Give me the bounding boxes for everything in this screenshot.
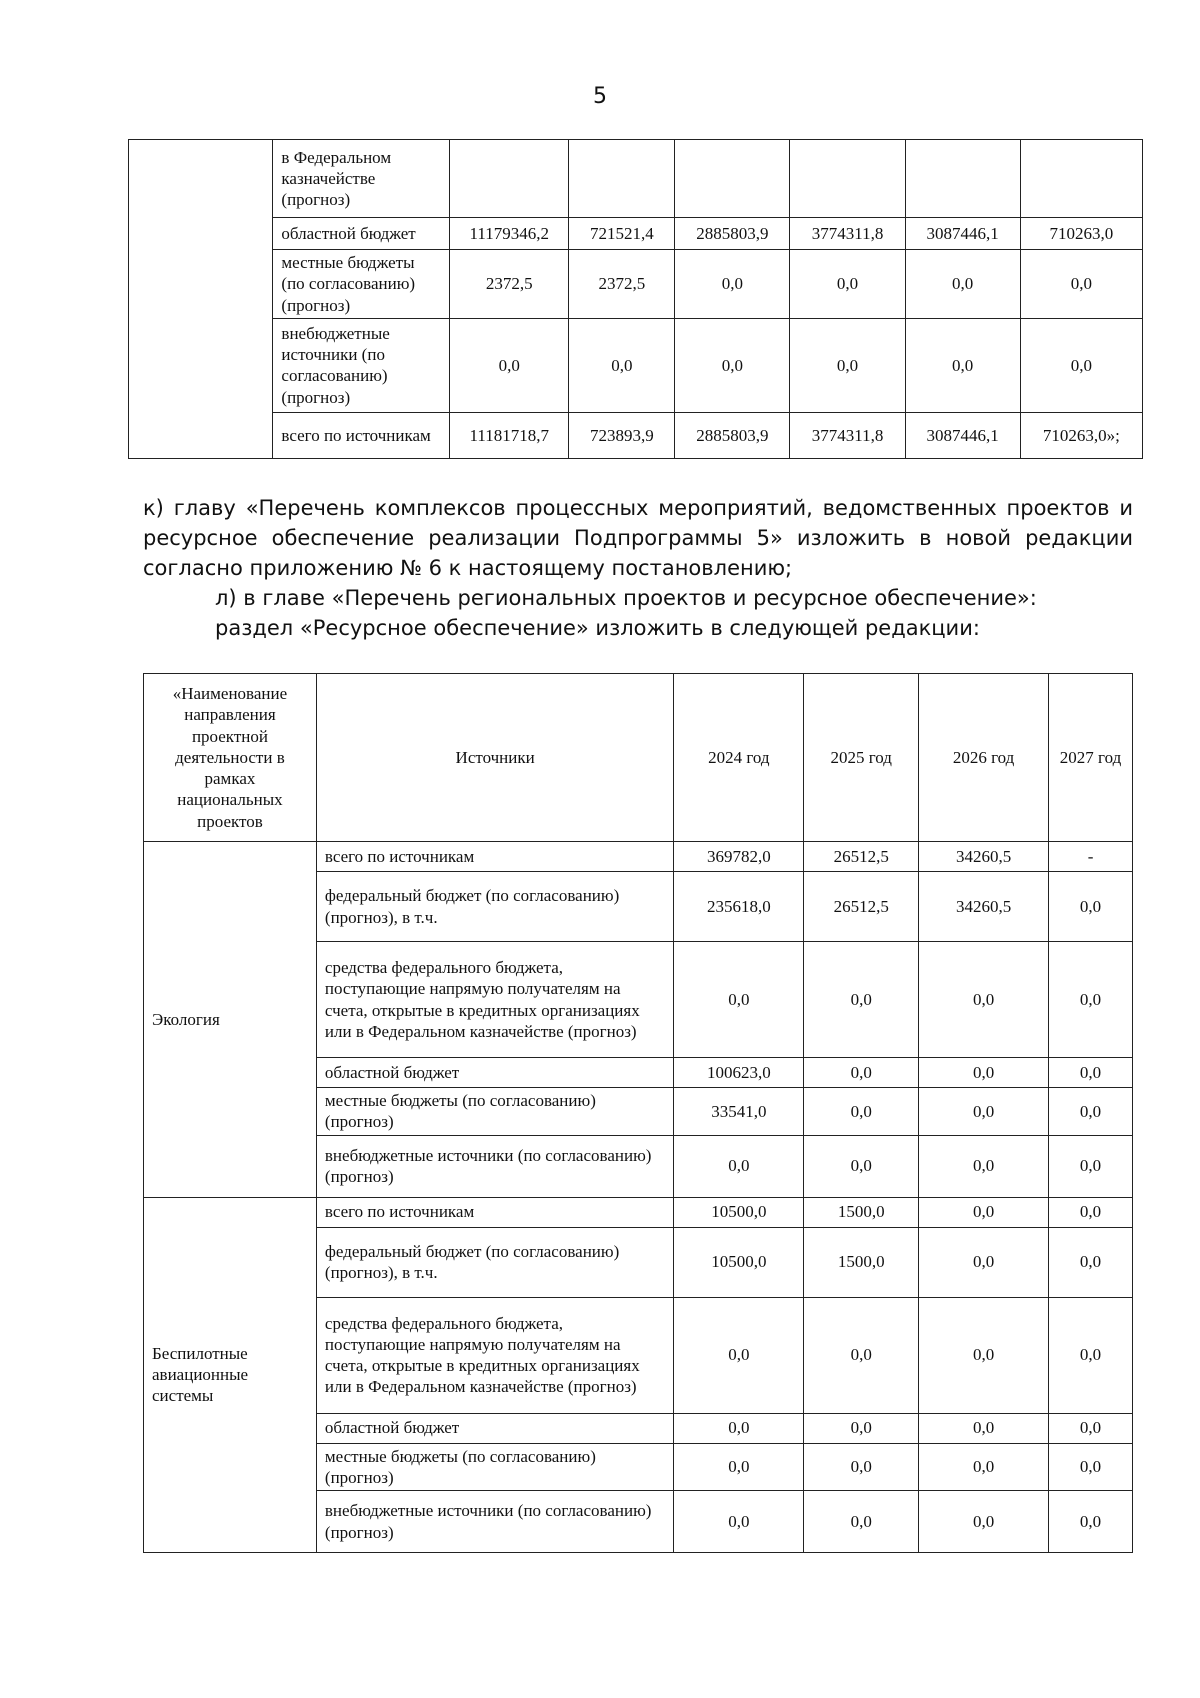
value-cell: 0,0 [919,1491,1049,1553]
value-cell: 11179346,2 [450,218,569,250]
value-cell: 11181718,7 [450,412,569,458]
header-sources: Источники [316,674,673,842]
value-cell: 3087446,1 [905,218,1020,250]
source-cell: средства федерального бюджета, поступающие напрямую получателям на счета, открытые в кредитных организациях или в Федеральном казначействе (прогноз) [316,942,673,1058]
value-cell: 0,0 [919,1443,1049,1491]
value-cell: 0,0 [450,318,569,412]
source-cell: федеральный бюджет (по согласованию) (прогноз), в т.ч. [316,872,673,942]
value-cell: 2372,5 [450,250,569,319]
value-cell: 0,0 [905,318,1020,412]
source-cell: всего по источникам [316,842,673,872]
header-2027: 2027 год [1049,674,1133,842]
value-cell: 710263,0»; [1020,412,1142,458]
value-cell: 0,0 [919,1297,1049,1413]
value-cell: 0,0 [675,318,790,412]
value-cell: 2885803,9 [675,412,790,458]
value-cell [1020,140,1142,218]
value-cell: 10500,0 [674,1227,804,1297]
value-cell: 0,0 [1049,1297,1133,1413]
value-cell: 0,0 [674,1135,804,1197]
value-cell: 0,0 [919,1227,1049,1297]
table-row [144,842,1133,872]
value-cell: 0,0 [919,1058,1049,1088]
value-cell [790,140,905,218]
source-cell: внебюджетные источники (по согласованию) (прогноз) [316,1491,673,1553]
value-cell: 0,0 [1049,1058,1133,1088]
source-cell: всего по источникам [273,412,450,458]
value-cell: 0,0 [569,318,675,412]
value-cell: 0,0 [1020,250,1142,319]
source-cell: областной бюджет [273,218,450,250]
value-cell [675,140,790,218]
header-2025: 2025 год [804,674,919,842]
resource-table [143,673,1133,1553]
value-cell: 1500,0 [804,1197,919,1227]
value-cell: 2372,5 [569,250,675,319]
value-cell: 34260,5 [919,842,1049,872]
value-cell: 0,0 [1049,1197,1133,1227]
value-cell: 0,0 [919,1197,1049,1227]
value-cell: 0,0 [804,1443,919,1491]
header-direction: «Наименование направления проектной деятельности в рамках национальных проектов [144,674,317,842]
paragraph-section: раздел «Ресурсное обеспечение» изложить в следующей редакции: [215,616,980,640]
source-cell: федеральный бюджет (по согласованию) (прогноз), в т.ч. [316,1227,673,1297]
value-cell: 235618,0 [674,872,804,942]
value-cell: 0,0 [674,942,804,1058]
value-cell: 0,0 [674,1413,804,1443]
value-cell: 721521,4 [569,218,675,250]
value-cell: 26512,5 [804,872,919,942]
value-cell: 0,0 [1049,872,1133,942]
value-cell: 3774311,8 [790,412,905,458]
value-cell: 0,0 [804,942,919,1058]
header-2024: 2024 год [674,674,804,842]
direction-cell: Беспилотные авиационные системы [144,1197,317,1553]
source-cell: внебюджетные источники (по согласованию) (прогноз) [316,1135,673,1197]
paragraph-k: к) главу «Перечень комплексов процессных мероприятий, ведомственных проектов и ресурсное обеспечение реализации Подпрограммы 5» изложить в новой редакции согласно приложению № 6 к настоящему постановлению; [143,496,1133,580]
value-cell: 0,0 [674,1443,804,1491]
value-cell: 10500,0 [674,1197,804,1227]
value-cell: 0,0 [804,1058,919,1088]
value-cell: 0,0 [804,1088,919,1136]
source-cell: областной бюджет [316,1413,673,1443]
value-cell: 3774311,8 [790,218,905,250]
value-cell: 0,0 [804,1135,919,1197]
value-cell [450,140,569,218]
value-cell: 0,0 [905,250,1020,319]
value-cell: 0,0 [1049,1443,1133,1491]
value-cell: 369782,0 [674,842,804,872]
source-cell: местные бюджеты (по согласованию) (прогноз) [316,1443,673,1491]
value-cell: 0,0 [804,1297,919,1413]
paragraph-l: л) в главе «Перечень региональных проектов и ресурсное обеспечение»: [215,586,1037,610]
source-cell: в Федеральном казначействе (прогноз) [273,140,450,218]
value-cell: 3087446,1 [905,412,1020,458]
table-row [129,412,1143,458]
value-cell [569,140,675,218]
value-cell: 0,0 [1049,1491,1133,1553]
table-row [129,218,1143,250]
value-cell: - [1049,842,1133,872]
value-cell: 34260,5 [919,872,1049,942]
table-row [129,140,1143,218]
value-cell: 0,0 [919,1135,1049,1197]
source-cell: внебюджетные источники (по согласованию) (прогноз) [273,318,450,412]
value-cell: 0,0 [1049,1227,1133,1297]
source-cell: местные бюджеты (по согласованию) (прогноз) [273,250,450,319]
value-cell: 0,0 [804,1491,919,1553]
value-cell: 1500,0 [804,1227,919,1297]
continuation-table [128,139,1143,459]
table-row [129,318,1143,412]
table-header-row [144,674,1133,842]
value-cell: 33541,0 [674,1088,804,1136]
value-cell: 710263,0 [1020,218,1142,250]
value-cell: 0,0 [1049,1088,1133,1136]
value-cell: 2885803,9 [675,218,790,250]
value-cell: 26512,5 [804,842,919,872]
value-cell: 100623,0 [674,1058,804,1088]
value-cell: 0,0 [1049,942,1133,1058]
value-cell: 0,0 [919,942,1049,1058]
table-row [144,1197,1133,1227]
value-cell: 0,0 [919,1413,1049,1443]
value-cell: 0,0 [919,1088,1049,1136]
source-cell: всего по источникам [316,1197,673,1227]
value-cell: 0,0 [1049,1135,1133,1197]
value-cell: 723893,9 [569,412,675,458]
value-cell [905,140,1020,218]
value-cell: 0,0 [790,318,905,412]
table-row [129,250,1143,319]
value-cell: 0,0 [674,1491,804,1553]
value-cell: 0,0 [1020,318,1142,412]
source-cell: местные бюджеты (по согласованию) (прогноз) [316,1088,673,1136]
value-cell: 0,0 [790,250,905,319]
value-cell: 0,0 [675,250,790,319]
value-cell: 0,0 [674,1297,804,1413]
direction-cell: Экология [144,842,317,1198]
value-cell: 0,0 [1049,1413,1133,1443]
empty-cell [129,140,273,459]
value-cell: 0,0 [804,1413,919,1443]
header-2026: 2026 год [919,674,1049,842]
page-number: 5 [593,84,607,109]
source-cell: областной бюджет [316,1058,673,1088]
source-cell: средства федерального бюджета, поступающие напрямую получателям на счета, открытые в кредитных организациях или в Федеральном казначействе (прогноз) [316,1297,673,1413]
